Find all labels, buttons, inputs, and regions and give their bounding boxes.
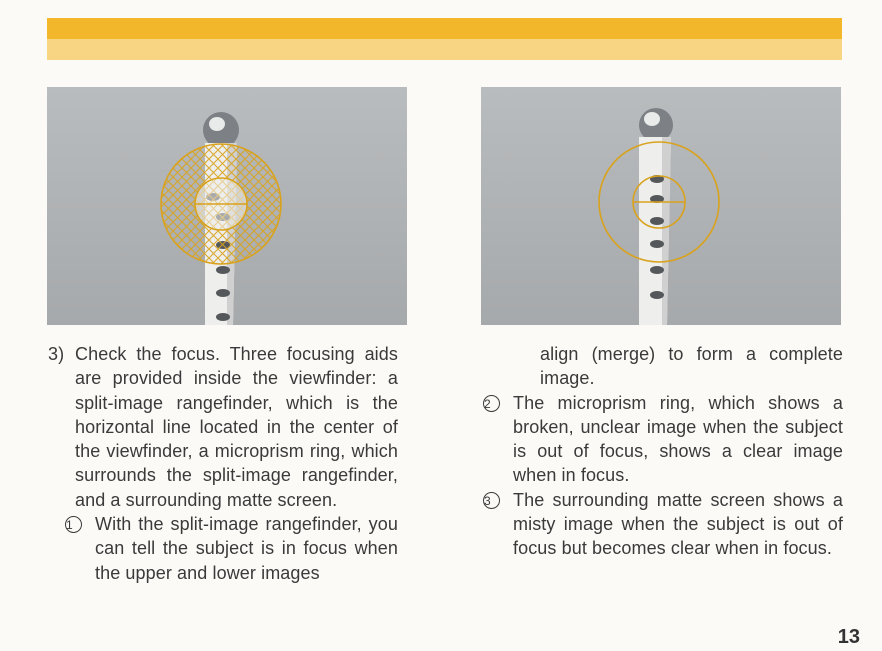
step-3-paragraph	[48, 342, 398, 512]
header-color-band	[47, 18, 842, 60]
item-3-text: The surrounding matte screen shows a misty image when the subject is out of focus but becomes clear when in focus.	[513, 489, 843, 559]
left-text-column	[48, 342, 398, 585]
tower-in-focus-illustration	[481, 87, 841, 325]
step-3-number: 3)	[48, 344, 65, 364]
item-2-text: The microprism ring, which shows a broken, unclear image when the subject is out of focus, shows a clear image when in focus.	[513, 392, 843, 486]
circled-number-3: 3	[483, 492, 500, 509]
item-1-paragraph	[65, 512, 398, 585]
viewfinder-photo-in-focus	[481, 87, 841, 325]
item-2-paragraph	[483, 391, 843, 488]
right-text-column	[483, 342, 843, 561]
step-3-text: Check the focus. Three focusing aids are provided inside the viewfinder: a split-image rangefinder, which is the horizontal line located in the center of the viewfinder, a microprism ring, which surrounds the split-image rangefinder, and a surrounding matte screen.	[75, 344, 398, 510]
circled-number-1: 1	[65, 516, 82, 533]
header-band-light	[47, 39, 842, 60]
item-1-continuation: align (merge) to form a complete image.	[540, 344, 843, 389]
circled-number-2: 2	[483, 395, 500, 412]
tower-out-of-focus-illustration	[47, 87, 407, 325]
header-band-dark	[47, 18, 842, 39]
item-3-paragraph	[483, 488, 843, 561]
viewfinder-photo-out-of-focus	[47, 87, 407, 325]
page-number: 13	[837, 626, 860, 648]
item-1-text-part1: With the split-image rangefinder, you can tell the subject is in focus when the upper and lower images	[95, 514, 398, 583]
